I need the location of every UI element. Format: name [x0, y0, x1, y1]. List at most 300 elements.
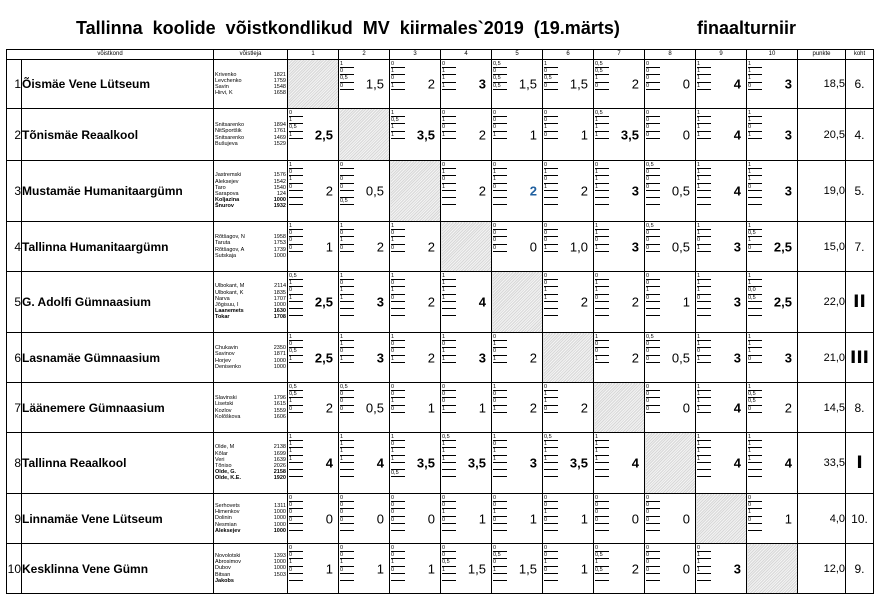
board-result: 0,5 [595, 552, 609, 559]
board-result: 0,5 [289, 384, 303, 391]
match-points: 2,5 [314, 127, 333, 142]
header-round-5: 5 [492, 50, 543, 60]
match-points: 2 [529, 183, 537, 199]
board-result [646, 191, 660, 198]
match-cell [492, 433, 543, 494]
self-cell [645, 433, 696, 494]
player-name: Rõtšagov, N [215, 234, 245, 241]
team-row [7, 494, 874, 544]
board-result: 1 [697, 245, 711, 252]
match-points: 3 [529, 455, 537, 471]
board-result [748, 470, 762, 477]
board-result: 1 [442, 456, 456, 463]
match-cell [594, 109, 645, 161]
board-result [544, 309, 558, 316]
match-points: 1 [580, 511, 588, 526]
board-result: 1 [595, 287, 609, 294]
board-results [391, 434, 405, 477]
team-place: 7. [846, 222, 874, 272]
player-list [214, 60, 288, 109]
board-results [442, 61, 456, 90]
board-result: 1 [697, 61, 711, 68]
board-result: 1 [748, 110, 762, 117]
team-row [7, 544, 874, 594]
board-results [493, 334, 507, 363]
board-result: 1 [748, 117, 762, 124]
board-results [595, 61, 609, 90]
board-result: 1 [544, 184, 558, 191]
board-result: 1 [748, 509, 762, 516]
board-result: 1 [697, 434, 711, 441]
board-result: 0 [340, 245, 354, 252]
board-result: 0 [544, 237, 558, 244]
board-result: 1 [340, 273, 354, 280]
board-result: 1 [493, 456, 507, 463]
team-place: II [846, 272, 874, 333]
board-result: 1 [748, 441, 762, 448]
board-result: 1 [748, 132, 762, 139]
team-row [7, 161, 874, 222]
board-result: 0 [646, 83, 660, 90]
match-cell [594, 433, 645, 494]
board-result [646, 309, 660, 316]
team-number: 8 [7, 433, 22, 494]
match-points: 1,5 [569, 76, 588, 92]
board-result: 0 [646, 124, 660, 131]
board-result: 1 [595, 176, 609, 183]
board-result: 1 [697, 230, 711, 237]
board-result: 1 [748, 384, 762, 391]
board-result [442, 524, 456, 531]
board-result: 1 [493, 176, 507, 183]
board-result [442, 463, 456, 470]
header-round-1: 1 [288, 50, 339, 60]
player-name: Novolotski [215, 552, 241, 559]
board-results [493, 434, 507, 477]
board-result: 0 [646, 567, 660, 574]
board-result: 0,5 [442, 559, 456, 566]
board-result [748, 302, 762, 309]
board-result: 0 [391, 384, 405, 391]
board-result: 0,5 [748, 230, 762, 237]
board-results [442, 110, 456, 139]
team-number: 5 [7, 272, 22, 333]
player-rating: 1000 [273, 515, 286, 522]
board-result: 1 [289, 334, 303, 341]
board-result: 0,5 [544, 75, 558, 82]
board-result: 0 [646, 230, 660, 237]
board-result: 0 [544, 502, 558, 509]
board-result: 0 [442, 61, 456, 68]
board-result: 0 [340, 230, 354, 237]
board-results [646, 110, 660, 139]
player-name: Narva [215, 295, 230, 302]
match-cell [543, 272, 594, 333]
match-points: 1 [325, 561, 333, 576]
match-points: 2,5 [773, 239, 792, 254]
player-name: Jakobs [215, 577, 234, 584]
match-cell [441, 544, 492, 594]
header-round-4: 4 [441, 50, 492, 60]
team-place: III [846, 333, 874, 383]
match-cell [747, 161, 798, 222]
board-result: 1 [595, 184, 609, 191]
board-result [544, 463, 558, 470]
board-result [493, 574, 507, 581]
header-round-10: 10 [747, 50, 798, 60]
match-points: 2 [631, 76, 639, 92]
board-result [289, 463, 303, 470]
team-total-points: 21,0 [798, 333, 846, 383]
match-cell [441, 433, 492, 494]
player-name: Savinov [215, 351, 235, 358]
board-result: 0 [493, 117, 507, 124]
page-title-bar [0, 18, 886, 42]
match-cell [645, 333, 696, 383]
board-result: 0,5 [748, 295, 762, 302]
board-result: 0 [493, 348, 507, 355]
board-result [340, 574, 354, 581]
board-result: 0 [646, 391, 660, 398]
board-result: 0 [340, 517, 354, 524]
board-result: 1 [595, 124, 609, 131]
board-result: 0 [340, 391, 354, 398]
board-results [289, 495, 303, 531]
board-result: 0,5 [748, 398, 762, 405]
board-result [748, 309, 762, 316]
board-result: 0 [340, 406, 354, 413]
match-cell [747, 109, 798, 161]
board-result: 0 [493, 68, 507, 75]
board-result: 0,5 [493, 75, 507, 82]
board-results [697, 273, 711, 316]
board-result: 0 [391, 280, 405, 287]
board-result: 0 [289, 567, 303, 574]
match-points: 0 [325, 511, 333, 526]
player-rating: 1548 [273, 84, 286, 90]
team-total-points: 18,5 [798, 60, 846, 109]
board-result: 0 [391, 245, 405, 252]
board-results [748, 434, 762, 477]
board-result: 1 [697, 559, 711, 566]
player-name: Taruta [215, 240, 231, 247]
board-result: 0 [646, 559, 660, 566]
player-name: Kozlov [215, 407, 232, 414]
board-result: 1 [442, 448, 456, 455]
self-cell [288, 60, 339, 109]
board-result: 1 [340, 559, 354, 566]
team-place: I [846, 433, 874, 494]
self-cell [492, 272, 543, 333]
board-results [544, 545, 558, 581]
board-result: 1 [442, 273, 456, 280]
board-result: 1 [340, 287, 354, 294]
board-result: 0 [289, 341, 303, 348]
player-rating: 1958 [273, 234, 286, 241]
match-cell [339, 60, 390, 109]
player-rating: 1835 [273, 289, 286, 296]
player-rating: 2138 [273, 444, 286, 451]
board-result: 0 [748, 406, 762, 413]
match-points: 1 [478, 511, 486, 526]
board-results [442, 495, 456, 531]
match-points: 2 [376, 239, 384, 254]
team-name: Mustamäe Humanitaargümn [22, 161, 214, 222]
board-result: 1 [697, 273, 711, 280]
board-result: 1 [442, 75, 456, 82]
match-cell [747, 272, 798, 333]
player-entry [214, 90, 287, 96]
board-result: 1 [595, 230, 609, 237]
board-result [442, 470, 456, 477]
board-result: 1 [748, 341, 762, 348]
board-result [340, 524, 354, 531]
player-entry [214, 203, 287, 209]
board-result: 1 [595, 559, 609, 566]
board-result: 0 [544, 567, 558, 574]
board-result [442, 574, 456, 581]
board-results [595, 334, 609, 363]
board-results [340, 434, 354, 477]
board-result [289, 302, 303, 309]
match-cell [696, 383, 747, 433]
match-cell [288, 494, 339, 544]
board-result [391, 302, 405, 309]
self-cell [594, 383, 645, 433]
player-name: Jõgisuu, I [215, 302, 239, 308]
board-result: 1 [748, 348, 762, 355]
board-result: 0 [544, 273, 558, 280]
team-total-points: 22,0 [798, 272, 846, 333]
board-result: 1 [748, 68, 762, 75]
match-cell [492, 109, 543, 161]
board-results [391, 223, 405, 252]
match-points: 2 [427, 350, 435, 365]
player-rating: 1542 [273, 178, 286, 185]
header-team: võistkond [7, 50, 214, 60]
board-result: 1 [544, 559, 558, 566]
board-result: 0,0 [748, 287, 762, 294]
board-result: 0 [391, 495, 405, 502]
board-result: 1 [595, 169, 609, 176]
match-cell [543, 222, 594, 272]
board-result: 1 [493, 406, 507, 413]
header-round-7: 7 [594, 50, 645, 60]
player-list [214, 222, 288, 272]
team-number: 3 [7, 161, 22, 222]
board-result: 0 [748, 184, 762, 191]
board-result: 0,5 [289, 124, 303, 131]
match-points: 2 [580, 400, 588, 415]
board-result: 1 [697, 448, 711, 455]
player-rating: 2158 [273, 469, 286, 476]
board-result: 1 [493, 356, 507, 363]
board-result: 0 [544, 176, 558, 183]
board-result: 1 [748, 61, 762, 68]
board-result [697, 302, 711, 309]
team-place: 9. [846, 544, 874, 594]
board-result: 0 [646, 341, 660, 348]
match-cell [594, 161, 645, 222]
board-results [442, 545, 456, 581]
board-result: 1 [289, 223, 303, 230]
player-rating: 1753 [273, 240, 286, 247]
board-result: 0 [340, 162, 354, 169]
match-points: 3 [733, 239, 741, 254]
board-result [289, 574, 303, 581]
match-cell [747, 383, 798, 433]
board-results [391, 61, 405, 90]
match-cell [441, 60, 492, 109]
match-cell [492, 494, 543, 544]
board-result: 0 [442, 110, 456, 117]
team-row [7, 433, 874, 494]
board-result: 0 [646, 75, 660, 82]
board-results [289, 162, 303, 205]
team-number: 7 [7, 383, 22, 433]
player-rating: 1000 [273, 357, 286, 364]
match-cell [543, 544, 594, 594]
board-results [544, 495, 558, 531]
match-points: 2 [631, 350, 639, 365]
board-result [442, 198, 456, 205]
board-result: 0 [646, 406, 660, 413]
match-cell [645, 494, 696, 544]
team-number: 2 [7, 109, 22, 161]
match-points: 2 [529, 400, 537, 415]
board-result: 1 [748, 75, 762, 82]
player-rating: 1821 [273, 71, 286, 78]
board-result: 1 [697, 441, 711, 448]
board-results [493, 223, 507, 252]
board-results [391, 545, 405, 581]
match-cell [288, 109, 339, 161]
board-result: 1 [442, 68, 456, 75]
board-results [646, 273, 660, 316]
board-result: 1 [697, 356, 711, 363]
board-result: 0,5 [748, 391, 762, 398]
player-list [214, 161, 288, 222]
player-name: Slavinski [215, 395, 237, 402]
match-points: 1,5 [365, 76, 384, 92]
board-result [646, 574, 660, 581]
player-rating: 1606 [273, 413, 286, 420]
board-result: 1 [391, 273, 405, 280]
board-result: 0 [748, 356, 762, 363]
board-result: 0,5 [646, 223, 660, 230]
board-result: 1 [340, 356, 354, 363]
board-result [544, 470, 558, 477]
player-rating: 1576 [273, 172, 286, 179]
player-rating: 1796 [273, 395, 286, 402]
match-points: 1 [427, 561, 435, 576]
board-results [595, 495, 609, 531]
board-result: 0 [289, 230, 303, 237]
board-result [646, 302, 660, 309]
board-result: 0 [646, 356, 660, 363]
board-result: 0 [646, 169, 660, 176]
board-result: 0 [646, 398, 660, 405]
match-points: 2,5 [314, 350, 333, 365]
board-result: 0 [340, 552, 354, 559]
match-points: 1,5 [518, 561, 537, 576]
board-results [646, 162, 660, 205]
board-results [595, 162, 609, 205]
match-cell [543, 109, 594, 161]
board-result: 1 [391, 237, 405, 244]
board-result: 1 [442, 406, 456, 413]
board-result: 1 [595, 132, 609, 139]
team-place: 8. [846, 383, 874, 433]
board-result: 0 [340, 280, 354, 287]
board-result: 0,5 [493, 83, 507, 90]
board-result: 1 [697, 184, 711, 191]
match-cell [441, 109, 492, 161]
board-result: 0 [544, 68, 558, 75]
board-result: 0 [391, 517, 405, 524]
match-points: 3 [784, 350, 792, 365]
board-result: 1 [544, 509, 558, 516]
player-name: Veri [215, 456, 225, 463]
board-result: 1 [442, 117, 456, 124]
board-results [442, 273, 456, 316]
match-points: 0 [682, 127, 690, 142]
header-row [7, 50, 874, 60]
board-result: 0 [493, 517, 507, 524]
match-cell [441, 272, 492, 333]
board-result: 1 [442, 83, 456, 90]
board-result: 1 [289, 441, 303, 448]
board-results [748, 334, 762, 363]
board-result: 1 [289, 132, 303, 139]
board-result: 0 [289, 237, 303, 244]
match-points: 4 [733, 183, 741, 199]
player-rating: 1503 [273, 571, 286, 578]
board-results [748, 384, 762, 413]
match-points: 1 [529, 511, 537, 526]
board-result: 0 [544, 280, 558, 287]
board-result: 1 [748, 448, 762, 455]
board-result: 0 [391, 341, 405, 348]
team-number: 9 [7, 494, 22, 544]
player-rating: 1707 [273, 295, 286, 302]
board-result: 1 [391, 287, 405, 294]
player-rating: 1932 [273, 203, 286, 210]
player-name: Serhovets [215, 502, 240, 509]
board-result: 0 [646, 517, 660, 524]
board-results [595, 223, 609, 252]
board-result: 1 [595, 117, 609, 124]
board-results [697, 384, 711, 413]
match-cell [543, 383, 594, 433]
board-result: 0 [748, 124, 762, 131]
board-result: 0 [493, 441, 507, 448]
board-result: 0 [493, 502, 507, 509]
board-results [697, 545, 711, 581]
player-name: Savin [215, 84, 229, 90]
match-cell [390, 109, 441, 161]
player-rating: 1000 [273, 565, 286, 572]
board-result [493, 198, 507, 205]
match-points: 0 [376, 511, 384, 526]
board-result: 0 [646, 545, 660, 552]
match-points: 2 [529, 350, 537, 365]
board-result: 0 [340, 184, 354, 191]
board-results [340, 495, 354, 531]
match-cell [288, 333, 339, 383]
match-points: 3 [784, 183, 792, 199]
match-points: 1 [580, 127, 588, 142]
